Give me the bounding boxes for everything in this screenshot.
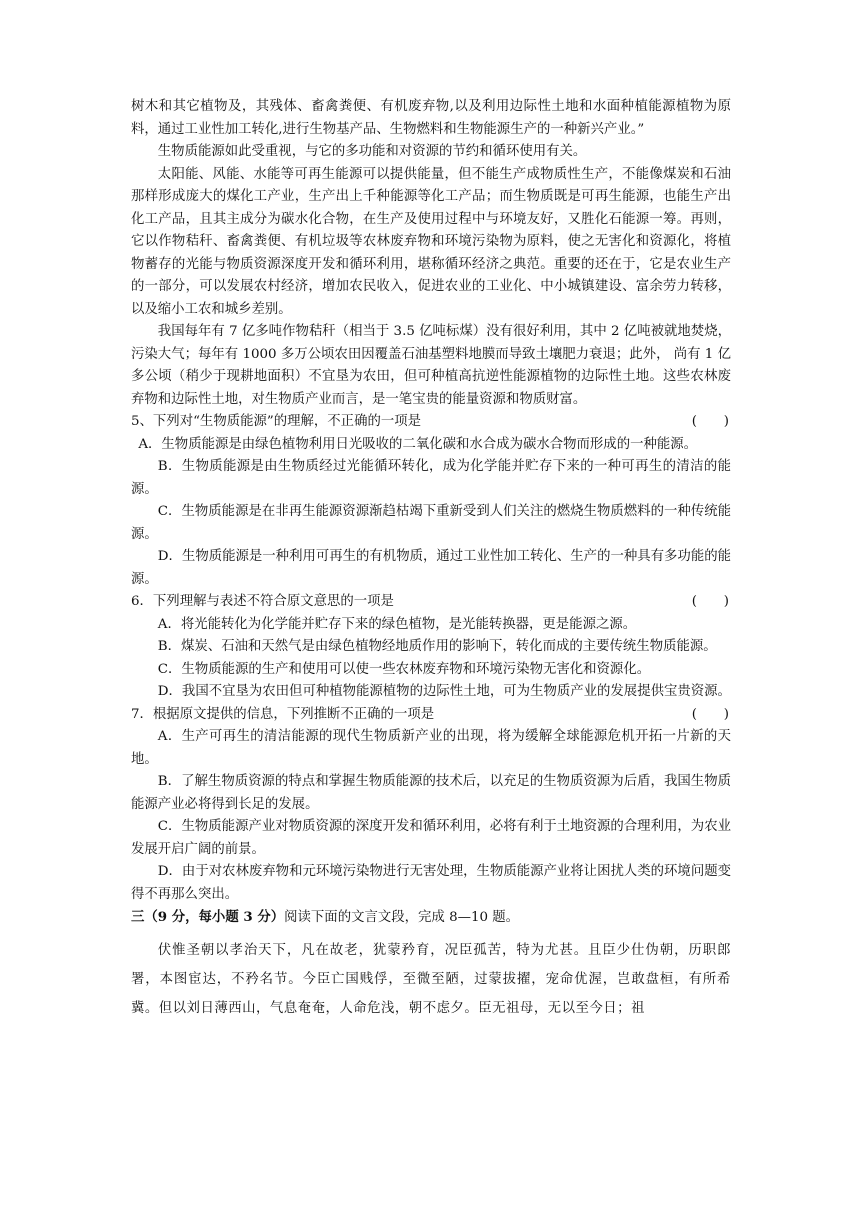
question-7-option-b: B．了解生物质资源的特点和掌握生物质能源的技术后，以充足的生物质资源为后盾，我国生物质能源产业必将得到长足的发展。 bbox=[131, 774, 731, 812]
question-text: 7．根据原文提供的信息，下列推断不正确的一项是 bbox=[131, 706, 435, 722]
question-6-option-c: C．生物质能源的生产和使用可以使一些农林废弃物和环境污染物无害化和资源化。 bbox=[157, 661, 651, 677]
answer-blank: ( ) bbox=[691, 414, 729, 429]
page-content bbox=[131, 96, 731, 1023]
question-text: 6．下列理解与表述不符合原文意思的一项是 bbox=[131, 594, 394, 609]
question-7-option-c: C．生物质能源产业对物质资源的深度开发和循环利用，必将有利于土地资源的合理利用，为农业发展开启广阔的前景。 bbox=[131, 819, 731, 857]
question-5-stem bbox=[131, 411, 731, 434]
section-3-instruction: 阅读下面的文言文段，完成 8—10 题。 bbox=[284, 910, 520, 925]
question-5-option-c: C．生物质能源是在非再生能源资源渐趋枯竭下重新受到人们关注的燃烧生物质燃料的一种传统能源。 bbox=[131, 504, 731, 542]
classical-passage: 伏惟圣朝以孝治天下，凡在故老，犹蒙矜育，况臣孤苦，特为尤甚。且臣少仕伪朝，历职郎署，本图宦达，不矜名节。今臣亡国贱俘，至微至陋，过蒙拔擢，宠命优渥，岂敢盘桓，有所希冀。但以刘日薄西山，气息奄奄，人命危浅，朝不虑夕。臣无祖母，无以至今日；祖 bbox=[131, 942, 731, 1016]
question-7-option-a: A．生产可再生的清洁能源的现代生物质新产业的出现，将为缓解全球能源危机开拓一片新的天地。 bbox=[131, 729, 731, 767]
question-5-option-d: D．生物质能源是一种利用可再生的有机物质，通过工业性加工转化、生产的一种具有多功能的能源。 bbox=[131, 549, 731, 587]
article-paragraph: 生物质能源如此受重视，与它的多功能和对资源的节约和循环使用有关。 bbox=[157, 144, 587, 159]
question-5-option-b: B．生物质能源是由生物质经过光能循环转化，成为化学能并贮存下来的一种可再生的清洁的能源。 bbox=[131, 459, 731, 497]
article-paragraph-continued: 树木和其它植物及，其残体、畜禽粪便、有机废弃物,以及利用边际性土地和水面种植能源植物为原料，通过工业性加工转化,进行生物基产品、生物燃料和生物能源生产的一种新兴产业。” bbox=[131, 99, 731, 137]
article-paragraph: 太阳能、风能、水能等可再生能源可以提供能量，但不能生产成物质性生产，不能像煤炭和石油那样形成庞大的煤化工产业，生产出上千种能源等化工产品；而生物质既是可再生能源，也能生产出化工产品，且其主成分为碳水化合物，在生产及使用过程中与环境友好，又胜化石能源一筹。再则，它以作物秸秆、畜禽粪便、有机垃圾等农林废弃物和环境污染物为原料，使之无害化和资源化，将植物蓄存的光能与物质资源深度开发和循环利用，堪称循环经济之典范。重要的还在于，它是农业生产的一部分，可以发展农村经济，增加农民收入，促进农业的工业化、中小城镇建设、富余劳力转移，以及缩小工农和城乡差别。 bbox=[131, 166, 731, 317]
answer-blank: ( ) bbox=[691, 706, 729, 722]
question-6-stem bbox=[131, 591, 731, 614]
answer-blank: ( ) bbox=[691, 594, 729, 609]
section-3-header bbox=[131, 906, 731, 930]
question-6-option-a: A．将光能转化为化学能并贮存下来的绿色植物，是光能转换器，更是能源之源。 bbox=[157, 616, 637, 632]
section-3-heading: 三（9 分，每小题 3 分） bbox=[131, 909, 285, 925]
question-5-option-a: A．生物质能源是由绿色植物利用日光吸收的二氧化碳和水合成为碳水合物而形成的一种能源。 bbox=[138, 436, 698, 452]
question-7-option-d: D．由于对农林废弃物和元环境污染物进行无害处理，生物质能源产业将让困扰人类的环境问题变得不再那么突出。 bbox=[131, 864, 731, 902]
question-7-stem bbox=[131, 704, 731, 727]
article-paragraph: 我国每年有 7 亿多吨作物秸秆（相当于 3.5 亿吨标煤）没有很好利用，其中 2 亿吨被就地焚烧，污染大气；每年有 1000 多万公顷农田因覆盖石油基塑料地膜而导致土壤肥力衰退；此外， 尚有 1 亿多公顷（稍少于现耕地面积）不宜垦为农田，但可种植高抗逆性能源植物的边际性土地。这些农林废弃物和边际性土地，对生物质产业而言，是一笔宝贵的能量资源和物质财富。 bbox=[131, 324, 731, 407]
question-6-option-b: B．煤炭、石油和天然气是由绿色植物经地质作用的影响下，转化而成的主要传统生物质能源。 bbox=[157, 639, 717, 654]
question-text: 5、下列对“生物质能源”的理解，不正确的一项是 bbox=[131, 414, 422, 429]
question-6-option-d: D．我国不宜垦为农田但可种植物能源植物的边际性土地，可为生物质产业的发展提供宝贵资源。 bbox=[157, 684, 731, 699]
